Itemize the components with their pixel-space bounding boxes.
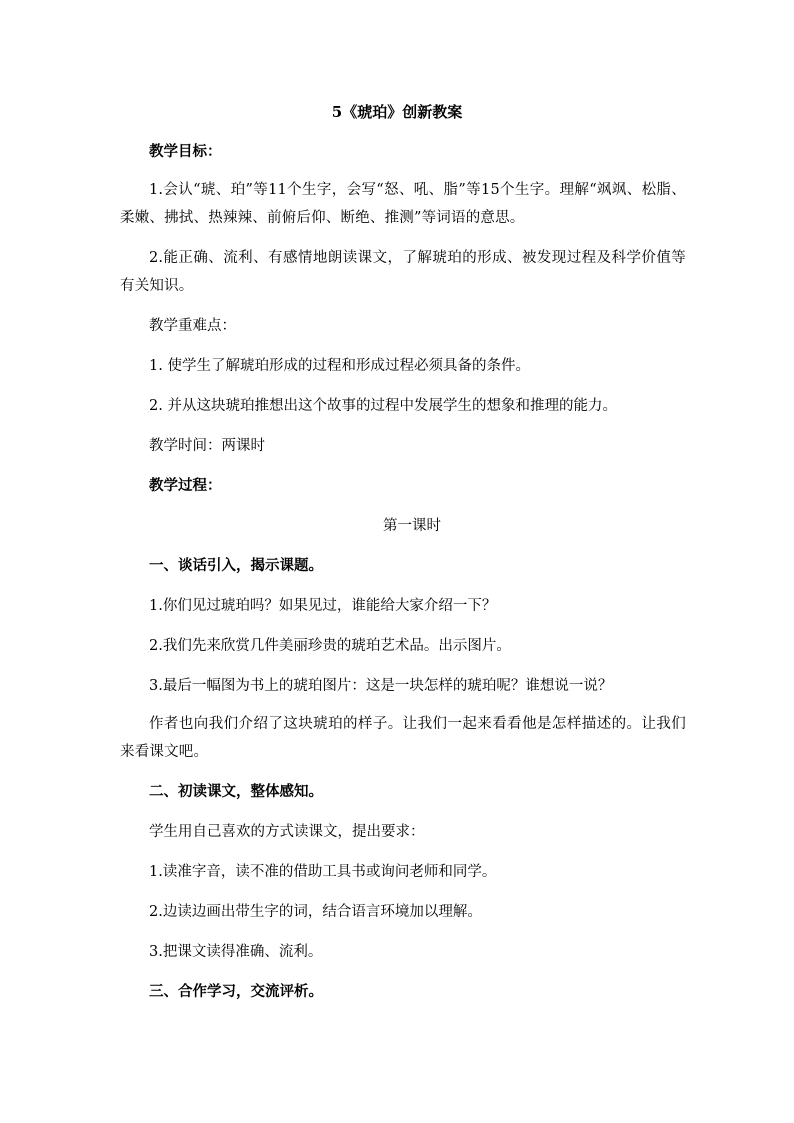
goals-item-1: 1.会认“琥、珀”等11个生字，会写“怒、吼、脂”等15个生字。理解“飒飒、松脂、柔嫩、拂拭、热辣辣、前俯后仰、断绝、推测”等词语的意思。 [120,182,686,226]
lesson-heading: 第一课时 [383,518,441,534]
section-1-item-1: 1.你们见过琥珀吗？如果见过，谁能给大家介绍一下？ [149,598,497,614]
section-2-item-3: 3.把课文读得准确、流利。 [149,944,323,960]
section-1-item-3: 3.最后一幅图为书上的琥珀图片：这是一块怎样的琥珀呢？谁想说一说？ [149,678,613,694]
section-2-intro: 学生用自己喜欢的方式读课文，提出要求： [149,824,425,840]
key-points-item-1: 1. 使学生了解琥珀形成的过程和形成过程必须具备的条件。 [149,358,530,374]
goals-item-2: 2.能正确、流利、有感情地朗读课文，了解琥珀的形成、被发现过程及科学价值等有关知识。 [120,250,686,294]
section-2-heading: 二、初读课文，整体感知。 [149,783,323,800]
key-points-heading: 教学重难点： [149,318,236,334]
section-2-item-1: 1.读准字音，读不准的借助工具书或询问老师和同学。 [149,864,497,880]
teaching-time: 教学时间：两课时 [149,438,265,454]
key-points-item-2: 2. 并从这块琥珀推想出这个故事的过程中发展学生的想象和推理的能力。 [149,398,617,414]
goals-heading: 教学目标： [149,143,222,160]
section-1-paragraph: 作者也向我们介绍了这块琥珀的样子。让我们一起来看看他是怎样描述的。让我们来看课文吧。 [120,716,686,760]
section-1-item-2: 2.我们先来欣赏几件美丽珍贵的琥珀艺术品。出示图片。 [149,638,511,654]
section-3-heading: 三、合作学习，交流评析。 [149,983,323,1000]
section-1-heading: 一、谈话引入，揭示课题。 [149,557,323,574]
section-2-item-2: 2.边读边画出带生字的词，结合语言环境加以理解。 [149,904,482,920]
document-title: 5《琥珀》创新教案 [331,103,463,121]
process-heading: 教学过程： [149,477,222,494]
